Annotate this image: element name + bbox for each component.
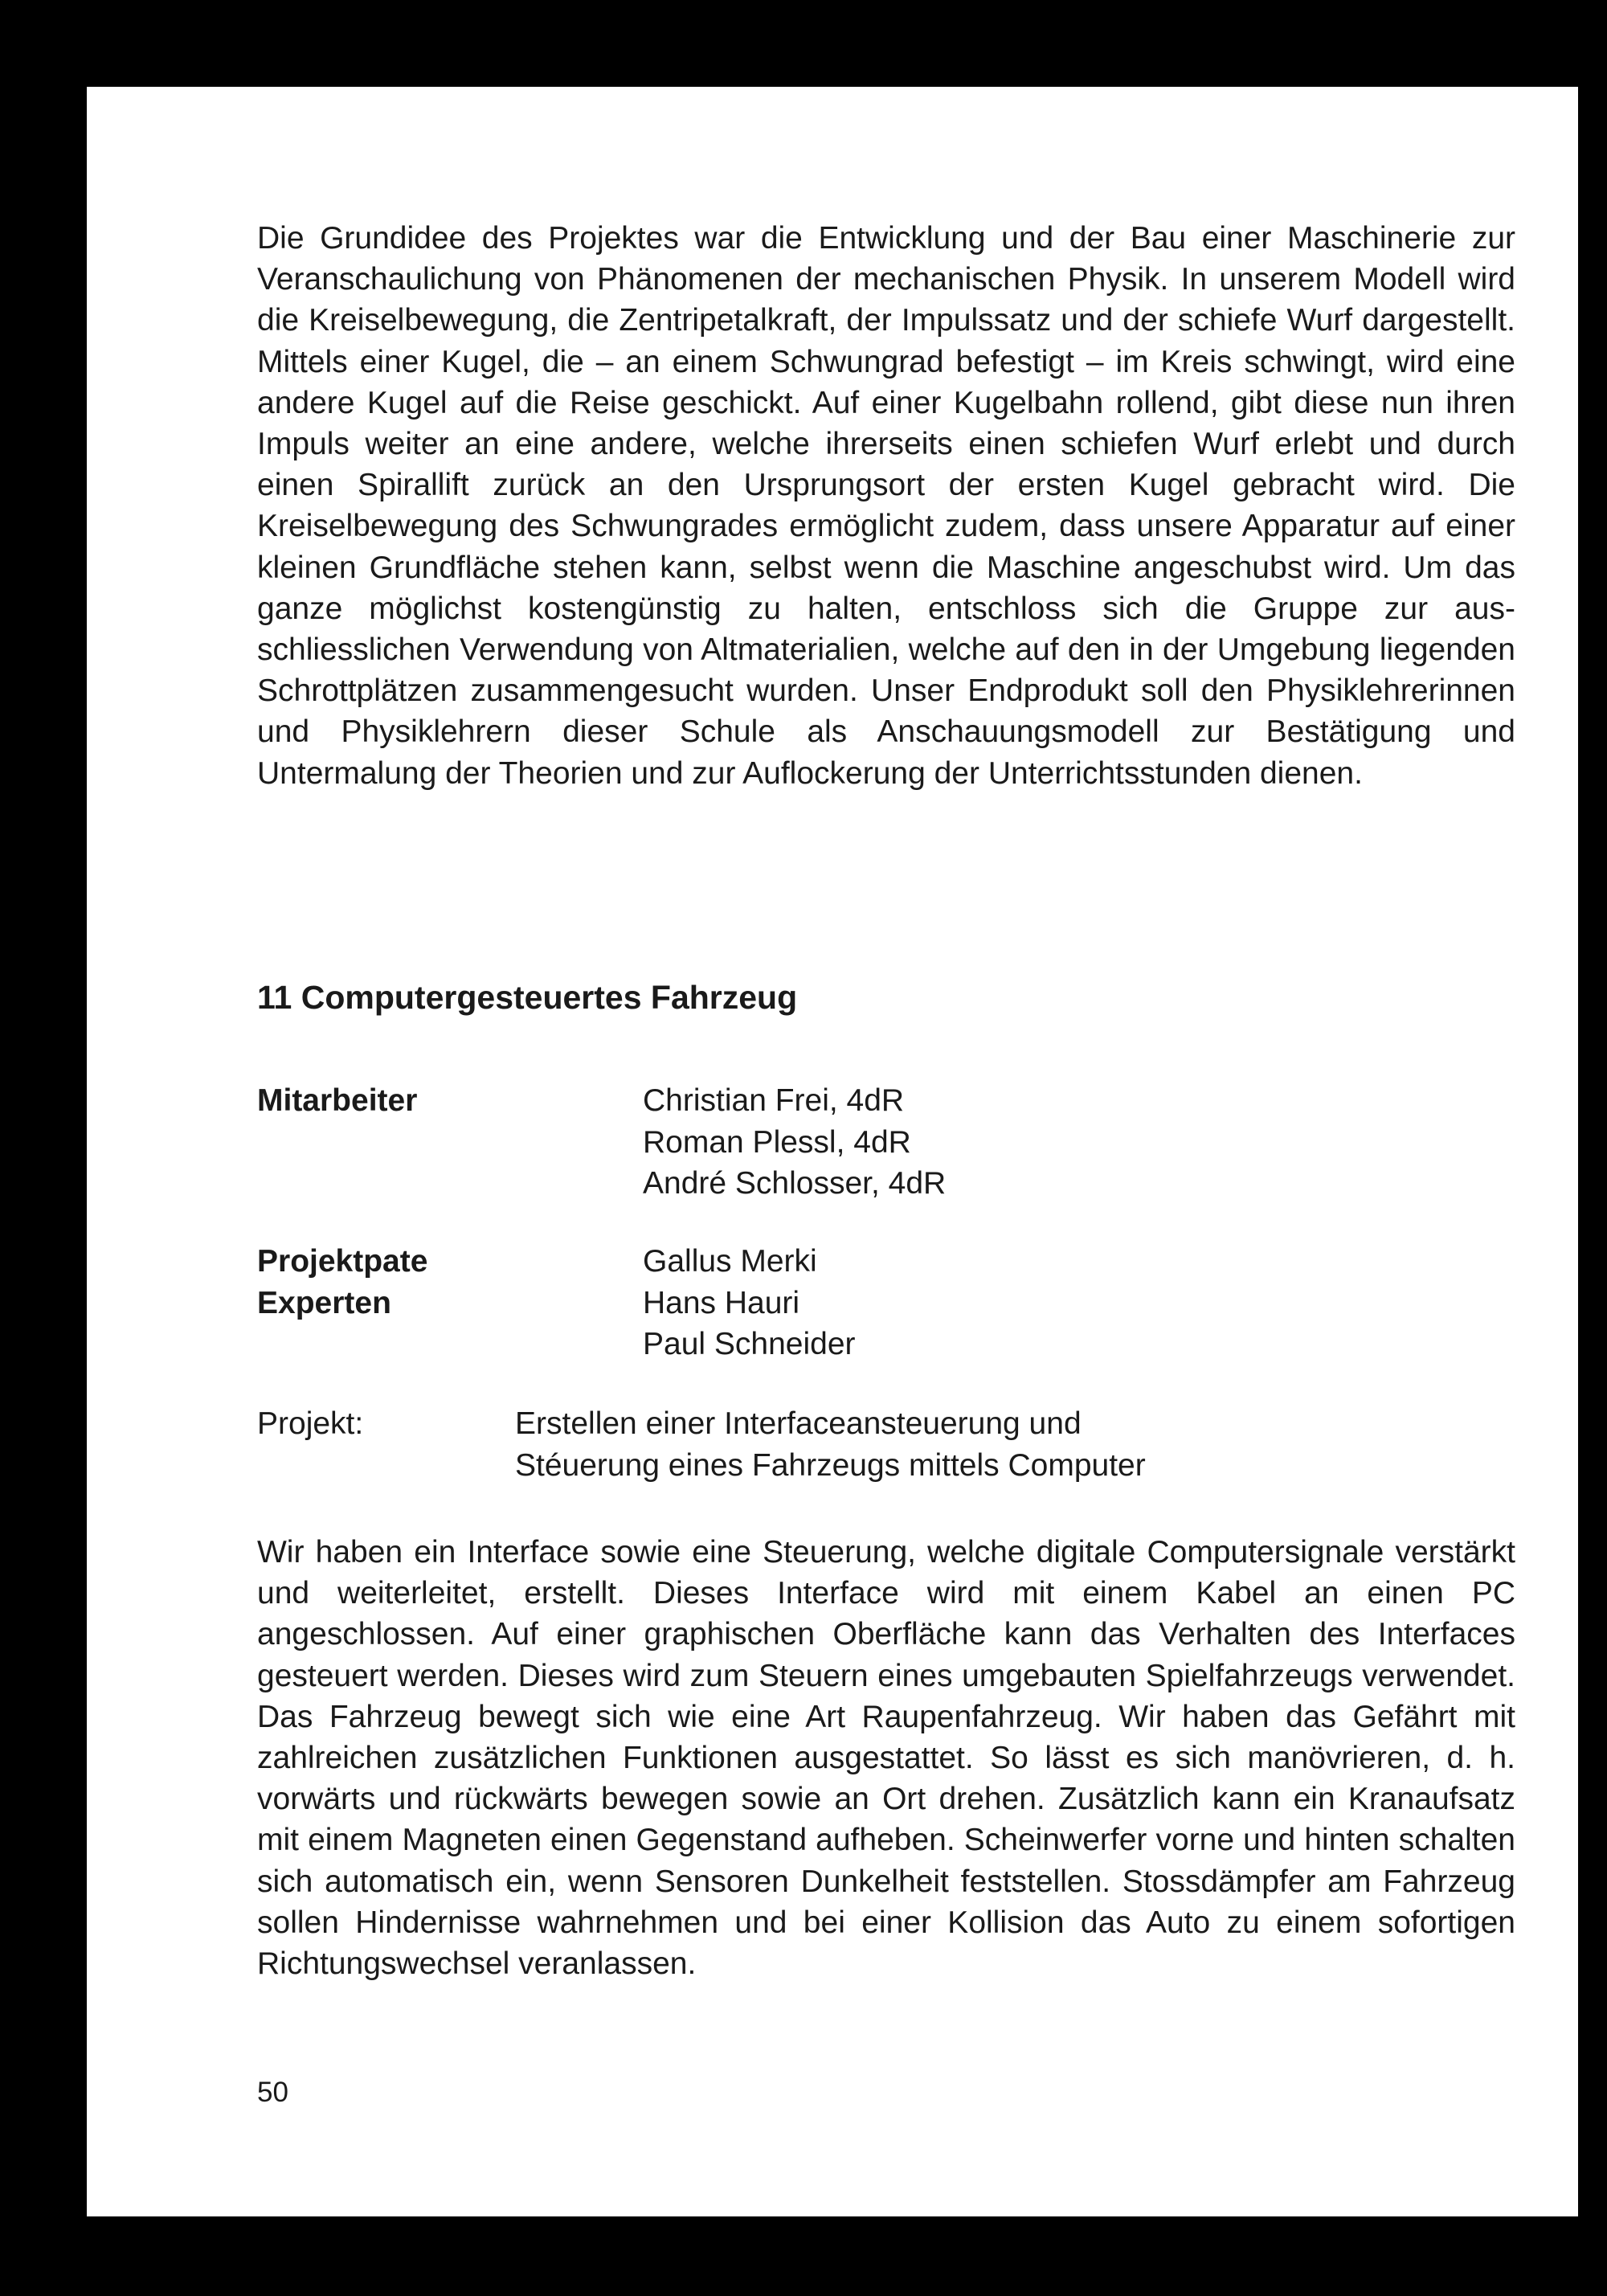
page-number: 50 — [257, 2077, 288, 2108]
intro-paragraph: Die Grundidee des Projektes war die Entwicklung und der Bau einer Maschinerie zur Veranschaulichung von Phänomenen der mechanischen Physik. In unserem Modell wird die Kreiselbewegung, die Zentripetalkraft, der Impulssatz und der schiefe Wurf dargestellt. Mittels einer Kugel, die – an einem Schwungrad befestigt – im Kreis schwingt, wird eine andere Kugel auf die Reise geschickt. Auf einer Kugelbahn rollend, gibt diese nun ihren Impuls weiter an eine andere, welche ihrerseits einen schiefen Wurf erlebt und durch einen Spirallift zurück an den Ursprungsort der ersten Kugel gebracht wird. Die Kreiselbewegung des Schwungrades ermöglicht zudem, dass unsere Apparatur auf einer kleinen Grundfläche stehen kann, selbst wenn die Maschine angeschubst wird. Um das ganze möglichst kostengünstig zu halten, entschloss sich die Gruppe zur ausschliesslichen Verwendung von Altmaterialien, welche auf den in der Umgebung liegenden Schrottplätzen zusammengesucht wurden. Unser Endprodukt soll den Physiklehrerinnen und Physiklehrern dieser Schule als Anschauungsmodell zur Bestätigung und Untermalung der Theorien und zur Auflockerung der Unterrichtsstunden dienen. — [257, 221, 1515, 791]
projekt-line: Erstellen einer Interfaceansteuerung und — [515, 1406, 1082, 1441]
projekt-line: Stéuerung eines Fahrzeugs mittels Computer — [515, 1447, 1146, 1483]
pate-experte-name: Hans Hauri — [643, 1285, 800, 1320]
mitarbeiter-name: Christian Frei, 4dR — [643, 1083, 905, 1118]
projekt-description — [515, 1403, 1146, 1486]
mitarbeiter-name: André Schlosser, 4dR — [643, 1166, 947, 1201]
projekt-label: Projekt: — [257, 1406, 364, 1441]
mitarbeiter-name: Roman Plessl, 4dR — [643, 1124, 911, 1160]
mitarbeiter-label: Mitarbeiter — [257, 1083, 418, 1118]
body-paragraph: Wir haben ein Interface sowie eine Steuerung, welche digitale Computersignale verstärkt und weiterleitet, erstellt. Dieses Interface wird mit einem Kabel an einen PC angeschlossen. Auf einer graphischen Oberfläche kann das Verhalten des Interfaces gesteuert werden. Dieses wird zum Steuern eines umgebauten Spielfahrzeugs verwendet. Das Fahrzeug bewegt sich wie eine Art Raupenfahrzeug. Wir haben das Gefährt mit zahlreichen zusätzlichen Funktionen ausgestattet. So lässt es sich manövrieren, d. h. vorwärts und rückwärts bewegen sowie an Ort drehen. Zusätzlich kann ein Kranaufsatz mit einem Magneten einen Gegenstand aufheben. Scheinwerfer vorne und hinten schalten sich automatisch ein, wenn Sensoren Dunkelheit feststellen. Stossdämpfer am Fahrzeug sollen Hindernisse wahrnehmen und bei einer Kollision das Auto zu einem sofortigen Richtungswechsel veranlassen. — [257, 1535, 1515, 1982]
pate-experte-name: Paul Schneider — [643, 1327, 856, 1361]
section-heading: 11 Computergesteuertes Fahrzeug — [257, 979, 798, 1016]
document-page — [87, 87, 1578, 2216]
pate-experten-list — [643, 1241, 856, 1365]
mitarbeiter-list — [643, 1080, 946, 1205]
projektpate-label: Projektpate — [257, 1244, 428, 1279]
pate-experte-name: Gallus Merki — [643, 1244, 817, 1279]
pate-experten-labels — [257, 1241, 427, 1324]
experten-label: Experten — [257, 1285, 391, 1320]
